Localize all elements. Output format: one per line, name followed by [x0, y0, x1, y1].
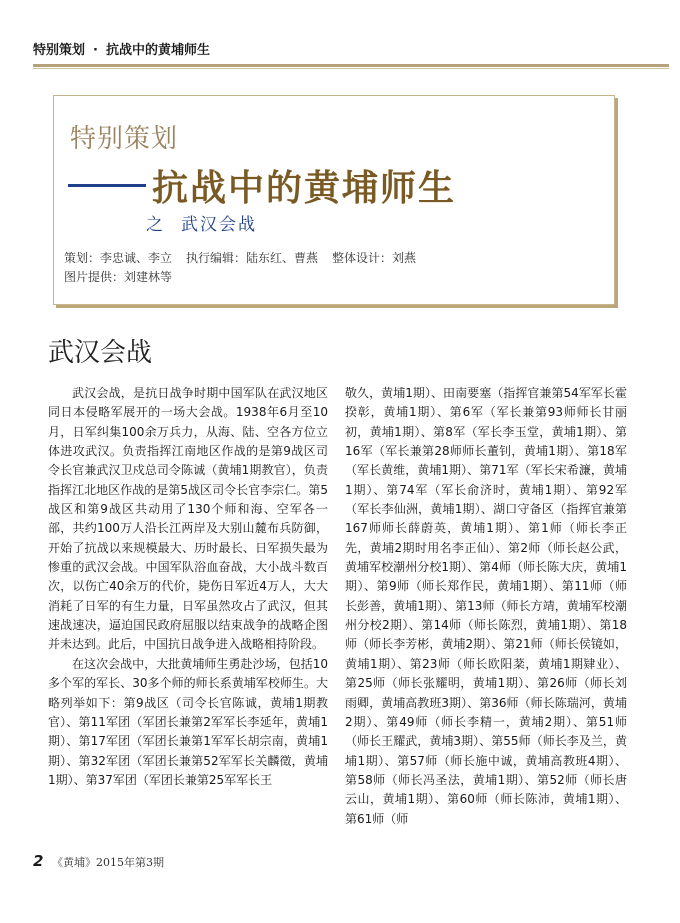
subtitle-prefix: 之	[146, 215, 165, 235]
article-column-left	[48, 384, 328, 790]
title-dash	[68, 184, 146, 187]
header-section: 特别策划	[33, 43, 86, 58]
paragraph: 在这次会战中，大批黄埔师生勇赴沙场，包括10多个军的军长、30多个师的师长系黄埔军校师生。大略列举如下：第9战区（司令长官陈诚，黄埔1期教官）、第11军团（军团长兼第2军军长李延年，黄埔1期）、第17军团（军团长兼第1军军长胡宗南，黄埔1期）、第32军团（军团长兼第52军军长关麟徵，黄埔1期）、第37军团（军团长兼第25军军长王	[48, 656, 328, 787]
header-topic: 抗战中的黄埔师生	[105, 43, 210, 58]
credits-line-1	[64, 249, 416, 268]
feature-banner	[53, 95, 615, 305]
credits-planning: 策划：李忠诚、李立	[64, 251, 173, 265]
article-column-right	[345, 384, 627, 829]
credits-design: 整体设计：刘燕	[332, 251, 417, 265]
subtitle-text: 武汉会战	[181, 215, 257, 235]
paragraph: 武汉会战，是抗日战争时期中国军队在武汉地区同日本侵略军展开的一场大会战。1938年6月至10月，日军纠集100余万兵力，从海、陆、空各方位立体进攻武汉。负责指挥江南地区作战的是第9战区司令长官兼武汉卫戍总司令陈诚（黄埔1期教官），负责指挥江北地区作战的是第5战区司令长官李宗仁。第5战区和第9战区共动用了130个师和海、空军各一部，共约100万人沿长江两岸及大别山麓布兵防御，开始了抗战以来规模最大、历时最长、日军损失最为惨重的武汉会战。中国军队浴血奋战，大小战斗数百次，以伤亡40余万的代价，毙伤日军近4万人，大大消耗了日军的有生力量，日军虽然攻占了武汉，但其速战速决，逼迫国民政府屈服以结束战争的战略企图并未达到。此后，中国抗日战争进入战略相持阶段。	[48, 386, 328, 652]
page-footer	[0, 852, 680, 892]
credits-editors: 执行编辑：陆东红、曹燕	[186, 251, 319, 265]
feature-title: 抗战中的黄埔师生	[152, 168, 457, 209]
feature-label: 特别策划	[70, 124, 179, 154]
paragraph: 敬久，黄埔1期）、田南要塞（指挥官兼第54军军长霍揆彰，黄埔1期）、第6军（军长兼第93师师长甘丽初，黄埔1期）、第8军（军长李玉堂，黄埔1期）、第16军（军长兼第28师师长董钊，黄埔1期）、第18军（军长黄维，黄埔1期）、第71军（军长宋希濂，黄埔1期）、第74军（军长俞济时，黄埔1期）、第92军（军长李仙洲，黄埔1期）、湖口守备区（指挥官兼第167师师长薛蔚英，黄埔1期）、第1师（师长李正先，黄埔2期时用名李正仙）、第2师（师长赵公武，黄埔军校潮州分校1期）、第4师（师长陈大庆，黄埔1期）、第9师（师长郑作民，黄埔1期）、第11师（师长彭善，黄埔1期）、第13师（师长方靖，黄埔军校潮州分校2期）、第14师（师长陈烈，黄埔1期）、第18师（师长李芳彬，黄埔2期）、第21师（师长侯镜如，黄埔1期）、第23师（师长欧阳棻，黄埔1期肄业）、第25师（师长张耀明，黄埔1期）、第26师（师长刘雨卿，黄埔高教班3期）、第36师（师长陈瑞河，黄埔2期）、第49师（师长李精一，黄埔2期）、第51师（师长王耀武，黄埔3期）、第55师（师长李及兰，黄埔1期）、第57师（师长施中诚，黄埔高教班4期）、第58师（师长冯圣法，黄埔1期）、第52师（师长唐云山，黄埔1期）、第60师（师长陈沛，黄埔1期）、第61师（师	[345, 386, 627, 826]
feature-subtitle	[146, 210, 257, 235]
credits	[64, 249, 416, 287]
header-separator: ·	[93, 43, 98, 58]
header-rule-thin	[33, 68, 669, 69]
article-title: 武汉会战	[48, 338, 153, 368]
publication-info: 《黄埔》2015年第3期	[52, 856, 164, 869]
running-header	[33, 38, 669, 64]
header-rule	[33, 64, 669, 67]
page-number: 2	[33, 852, 44, 870]
credits-line-2: 图片提供：刘建林等	[64, 270, 173, 284]
